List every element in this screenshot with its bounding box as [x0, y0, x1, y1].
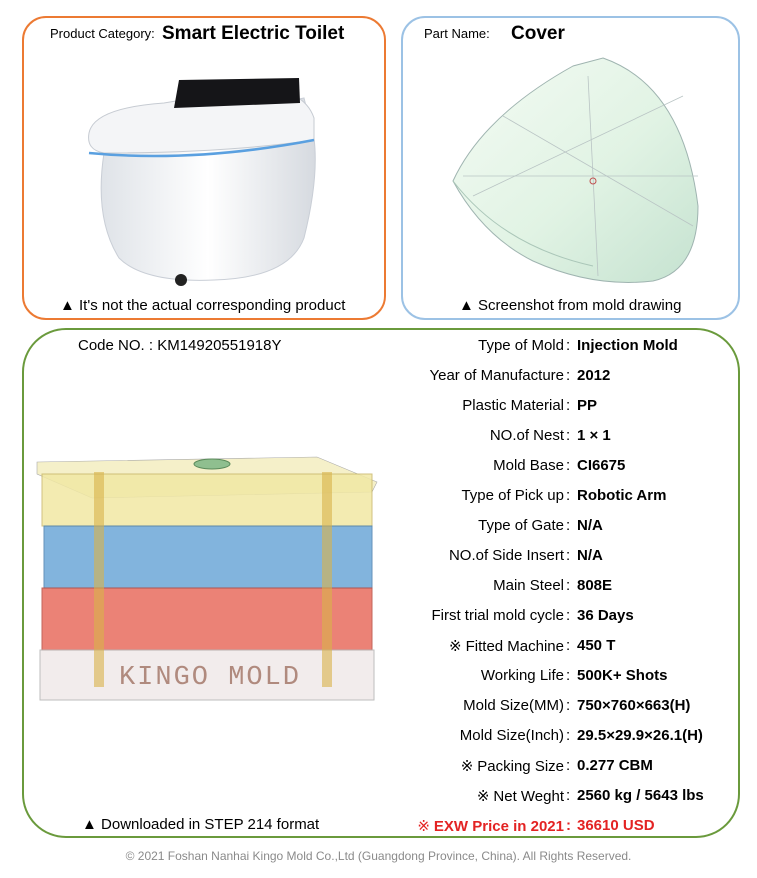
product-panel [22, 16, 386, 320]
product-category-value: Smart Electric Toilet [162, 23, 345, 44]
spec-label-text: Packing Size [477, 758, 564, 775]
spec-label [431, 607, 564, 624]
spec-colon: : [566, 427, 571, 444]
copyright-footer: © 2021 Foshan Nanhai Kingo Mold Co.,Ltd (Guangdong Province, China). All Rights Reserved. [125, 849, 632, 863]
mold-watermark: KINGO MOLD [118, 663, 302, 693]
spec-colon: : [566, 397, 571, 414]
spec-colon: : [566, 517, 571, 534]
spec-colon: : [566, 817, 571, 834]
spec-value: CI6675 [577, 457, 626, 474]
mold-panel [22, 328, 740, 838]
part-caption: ▲ Screenshot from mold drawing [459, 297, 682, 314]
spec-row [399, 484, 739, 508]
spec-row [399, 574, 739, 598]
spec-label-text: Net Weght [493, 788, 564, 805]
spec-row [399, 364, 739, 388]
spec-label [477, 787, 564, 805]
spec-label [460, 727, 564, 744]
spec-value: 0.277 CBM [577, 757, 653, 774]
spec-row [399, 694, 739, 718]
spec-colon: : [566, 577, 571, 594]
reference-mark-icon: ※ [417, 818, 430, 835]
spec-row [399, 664, 739, 688]
code-number [78, 337, 281, 354]
spec-label-text: Type of Mold [478, 337, 564, 354]
spec-colon: : [566, 547, 571, 564]
spec-label-text: Type of Gate [478, 517, 564, 534]
spec-colon: : [566, 787, 571, 804]
mold-caption: ▲ Downloaded in STEP 214 format [82, 816, 320, 833]
spec-row [399, 754, 739, 778]
reference-mark-icon: ※ [460, 758, 474, 775]
part-panel [401, 16, 740, 320]
spec-colon: : [566, 367, 571, 384]
spec-label [449, 547, 564, 564]
spec-label-text: Working Life [480, 667, 564, 684]
spec-row [399, 514, 739, 538]
spec-value: 2012 [577, 367, 611, 384]
spec-value: 2560 kg / 5643 lbs [577, 787, 704, 804]
spec-row [399, 544, 739, 568]
spec-value: 1 × 1 [577, 427, 611, 444]
code-label: Code NO. : [78, 337, 154, 354]
spec-colon: : [566, 607, 571, 624]
toilet-image [74, 58, 334, 288]
spec-label [462, 397, 564, 414]
spec-label [429, 367, 564, 384]
product-category-label: Product Category: [50, 26, 155, 41]
spec-label-text: Plastic Material [462, 397, 564, 414]
spec-row [399, 604, 739, 628]
spec-row [399, 784, 739, 808]
spec-value: 36 Days [577, 607, 634, 624]
spec-label-text: Fitted Machine [465, 638, 564, 655]
spec-label-text: Type of Pick up [461, 487, 564, 504]
spec-label [481, 667, 564, 684]
mold-3d-model [32, 452, 392, 712]
spec-label [478, 517, 564, 534]
spec-row [399, 814, 739, 838]
part-name-value: Cover [511, 23, 565, 44]
spec-colon: : [566, 757, 571, 774]
spec-label-text: First trial mold cycle [431, 607, 564, 624]
part-name-label: Part Name: [424, 26, 490, 41]
spec-row [399, 454, 739, 478]
spec-label [417, 817, 564, 835]
spec-value: Robotic Arm [577, 487, 667, 504]
spec-value: Injection Mold [577, 337, 678, 354]
spec-value: N/A [577, 547, 603, 564]
spec-row [399, 394, 739, 418]
spec-colon: : [566, 697, 571, 714]
spec-colon: : [566, 457, 571, 474]
spec-colon: : [566, 667, 571, 684]
spec-row [399, 724, 739, 748]
spec-label [461, 487, 564, 504]
product-caption: ▲ It's not the actual corresponding product [60, 297, 346, 314]
spec-label-text: Mold Base [493, 457, 564, 474]
spec-row [399, 634, 739, 658]
spec-colon: : [566, 337, 571, 354]
spec-label-text: Year of Manufacture [429, 367, 564, 384]
spec-row [399, 424, 739, 448]
spec-label-text: NO.of Side Insert [448, 547, 564, 564]
spec-value: 29.5×29.9×26.1(H) [577, 727, 703, 744]
reference-mark-icon: ※ [476, 788, 490, 805]
spec-label-text: Mold Size(MM) [463, 697, 564, 714]
spec-colon: : [566, 637, 571, 654]
spec-colon: : [566, 727, 571, 744]
spec-label [461, 757, 564, 775]
spec-label-text: Main Steel [493, 577, 564, 594]
spec-label [449, 637, 564, 655]
spec-value: 36610 USD [577, 817, 655, 834]
code-value: KM14920551918Y [157, 337, 282, 354]
spec-value: 500K+ Shots [577, 667, 668, 684]
reference-mark-icon: ※ [449, 638, 462, 655]
spec-row [399, 334, 739, 358]
spec-value: 450 T [577, 637, 616, 654]
spec-value: N/A [577, 517, 603, 534]
cover-drawing [443, 56, 713, 286]
spec-label [493, 577, 564, 594]
spec-label-text: Mold Size(Inch) [459, 727, 564, 744]
spec-colon: : [566, 487, 571, 504]
spec-label [478, 337, 564, 354]
spec-value: 808E [577, 577, 613, 594]
spec-label [493, 457, 564, 474]
spec-value: 750×760×663(H) [577, 697, 691, 714]
spec-label [490, 427, 564, 444]
spec-value: PP [577, 397, 598, 414]
spec-label-text: NO.of Nest [489, 427, 564, 444]
spec-label [463, 697, 564, 714]
spec-label-text: EXW Price in 2021 [433, 818, 564, 835]
